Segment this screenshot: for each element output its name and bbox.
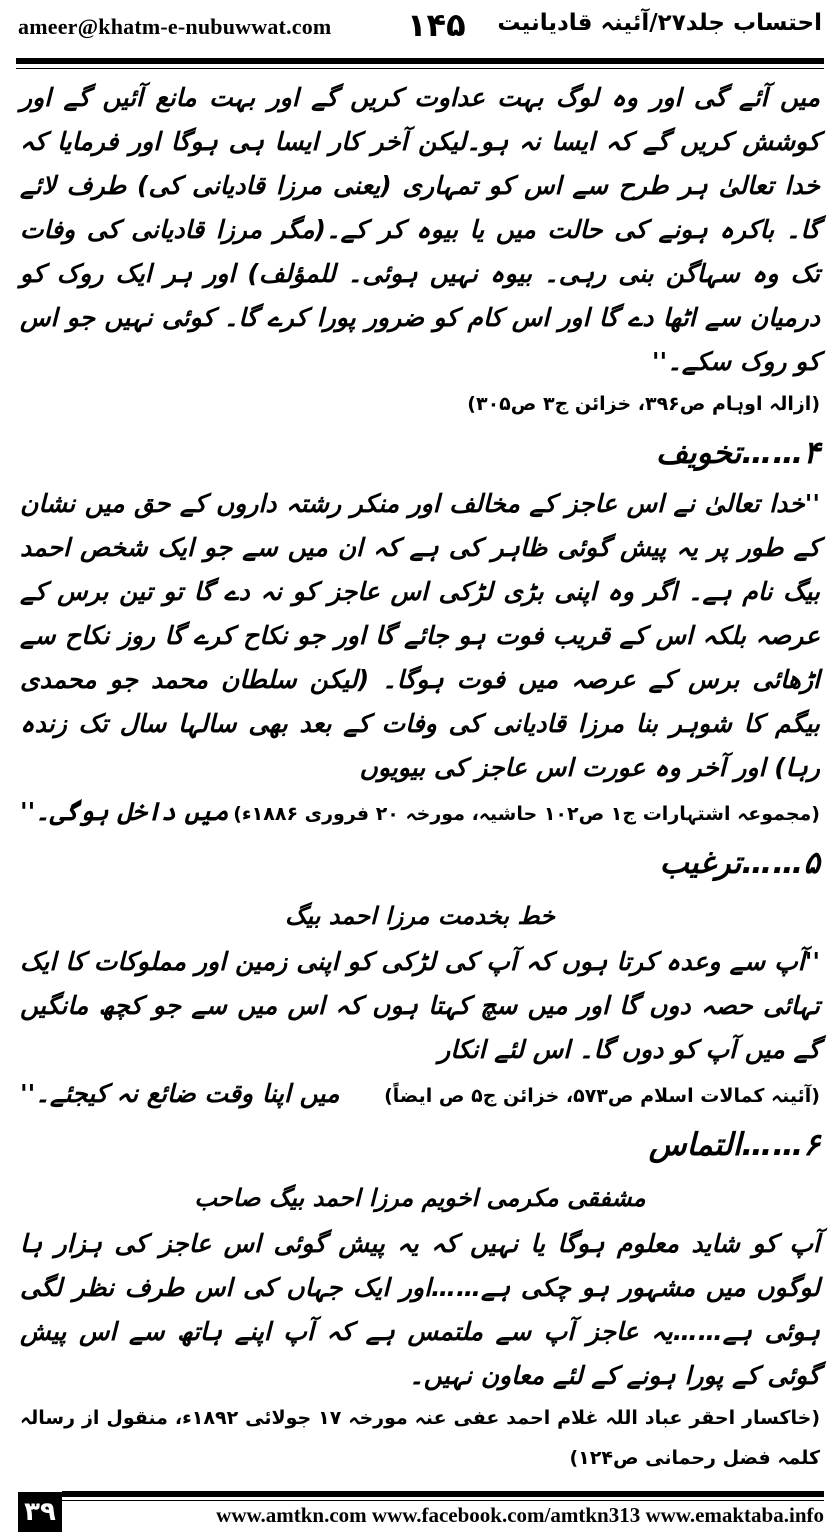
header-book-title: احتساب جلد۲۷/آئینہ قادیانیت <box>497 10 822 36</box>
page-body <box>20 76 820 1478</box>
paragraph-2-last-line <box>20 790 820 834</box>
header-rule-thin <box>16 68 824 69</box>
footer-links: www.amtkn.com www.facebook.com/amtkn313 www.emaktaba.info <box>216 1503 824 1527</box>
footer-page-badge: ۳۹ <box>18 1492 62 1532</box>
paragraph-quote-2: ''خدا تعالیٰ نے اس عاجز کے مخالف اور منکر رشتہ داروں کے حق میں نشان کے طور پر یہ پیش گوئی ظاہر کی ہے کہ ان میں سے جو ایک شخص احمد بیگ نام ہے۔ اگر وہ اپنی بڑی لڑکی اس عاجز کو نہ دے گا تو تین برس کے عرصہ بلکہ اس کے قریب فوت ہو جائے گا اور جو نکاح کرے گا روز نکاح سے اڑھائی برس کے عرصہ میں فوت ہوگا۔ (لیکن سلطان محمد جو محمدی بیگم کا شوہر بنا مرزا قادیانی کی وفات کے بعد بھی سالہا سال تک زندہ رہا) اور آخر وہ عورت اس عاجز کی بیویوں <box>20 489 820 782</box>
header-rule-thick <box>16 58 824 64</box>
subheading-letter-2: مشفقی مکرمی اخویم مرزا احمد بیگ صاحب <box>194 1184 646 1212</box>
paragraph-3-end: میں اپنا وقت ضائع نہ کیجئے۔'' <box>20 1079 340 1108</box>
paragraph-3-last-line <box>20 1072 820 1116</box>
header-page-number: ۱۴۵ <box>407 6 466 44</box>
reference-2: (مجموعہ اشتہارات ج۱ ص۱۰۲ حاشیہ، مورخہ ۲۰ فروری ۱۸۸۶ء) <box>233 803 820 825</box>
paragraph-quote-1: میں آئے گی اور وہ لوگ بہت عداوت کریں گے اور بہت مانع آئیں گے اور کوشش کریں گے کہ ایسا نہ ہو۔لیکن آخر کار ایسا ہی ہوگا اور فرمایا کہ خدا تعالیٰ ہر طرح سے اس کو تمہاری (یعنی مرزا قادیانی کی) طرف لائے گا۔ باکرہ ہونے کی حالت میں یا بیوہ کر کے۔(مگر مرزا قادیانی کی وفات تک وہ سہاگن بنی رہی۔ بیوہ نہیں ہوئی۔ للمؤلف) اور ہر ایک روک کو درمیان سے اٹھا دے گا اور اس کام کو ضرور پورا کرے گا۔ کوئی نہیں جو اس کو روک سکے۔'' <box>20 83 820 376</box>
header-email: ameer@khatm-e-nubuwwat.com <box>18 14 332 39</box>
footer-rule-thick <box>62 1491 824 1497</box>
reference-4: (خاکسار احقر عباد اللہ غلام احمد عفی عنہ مورخہ ۱۷ جولائی ۱۸۹۲ء، منقول از رسالہ کلمہ فضل رحمانی ص۱۲۴) <box>20 1407 821 1469</box>
subheading-letter-1: خط بخدمت مرزا احمد بیگ <box>285 902 555 930</box>
section-heading-6: ۶……التماس <box>648 1127 820 1163</box>
reference-3: (آئینہ کمالات اسلام ص۵۷۳، خزائن ج۵ ص ایضاً) <box>384 1085 820 1107</box>
reference-1: (ازالہ اوہام ص۳۹۶، خزائن ج۳ ص۳۰۵) <box>467 393 820 415</box>
paragraph-letter-2: آپ کو شاید معلوم ہوگا یا نہیں کہ یہ پیش گوئی اس عاجز کی ہزار ہا لوگوں میں مشہور ہو چکی ہے……اور ایک جہاں کی اس طرف نظر لگی ہوئی ہے……یہ عاجز آپ سے ملتمس ہے کہ آپ اپنے ہاتھ سے اس پیش گوئی کے پورا ہونے کے لئے معاون نہیں۔ <box>20 1229 820 1390</box>
paragraph-2-end: میں داخل ہوگی۔'' <box>20 797 229 826</box>
section-heading-4: ۴……تخویف <box>655 435 820 471</box>
footer-rule-thin <box>62 1500 824 1501</box>
paragraph-quote-3: ''آپ سے وعدہ کرتا ہوں کہ آپ کی لڑکی کو اپنی زمین اور مملوکات کا ایک تہائی حصہ دوں گا اور میں سچ کہتا ہوں کہ اس میں سے جو کچھ مانگیں گے میں آپ کو دوں گا۔ اس لئے انکار <box>20 947 820 1064</box>
section-heading-5: ۵……ترغیب <box>659 845 820 881</box>
